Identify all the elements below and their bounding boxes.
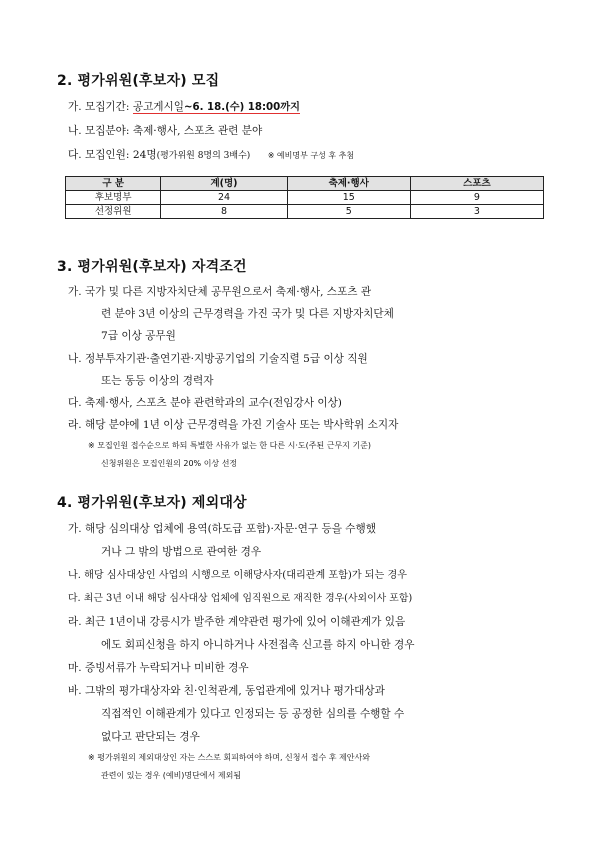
- table-cell: 24: [161, 191, 287, 205]
- table-header-cell: 스포츠: [410, 177, 543, 191]
- table-cell: 선정위원: [66, 205, 161, 219]
- table-header-cell: 계(명): [161, 177, 287, 191]
- recruit-count-paren: (평가위원 8명의 3배수): [156, 151, 251, 161]
- qualification-note-line2: 신청위원은 모집인원의 20% 이상 선정: [101, 459, 238, 468]
- qualification-a-line3: 7급 이상 공무원: [101, 330, 176, 342]
- table-row: [66, 191, 544, 205]
- table-cell: 후보명부: [66, 191, 161, 205]
- recruit-period-value: [133, 101, 300, 114]
- exclusion-c-line: 다. 최근 3년 이내 해당 심사대상 업체에 임직원으로 재직한 경우(사외이사 포함): [68, 593, 413, 604]
- recruit-table: [65, 176, 544, 219]
- qualification-b-line1: 나. 정부투자기관·출연기관·지방공기업의 기술직렬 5급 이상 직원: [68, 353, 368, 365]
- qualification-c-line: 다. 축제·행사, 스포츠 분야 관련학과의 교수(전임강사 이상): [68, 397, 342, 409]
- table-row: [66, 205, 544, 219]
- recruit-period-label: 가. 모집기간:: [68, 101, 133, 113]
- qualification-d-line: 라. 해당 분야에 1년 이상 근무경력을 가진 기술사 또는 박사학위 소지자: [68, 419, 399, 431]
- table-cell: 8: [161, 205, 287, 219]
- qualification-a-line1: 가. 국가 및 다른 지방자치단체 공무원으로서 축제·행사, 스포츠 관: [68, 286, 372, 298]
- qualification-a-line2: 련 분야 3년 이상의 근무경력을 가진 국가 및 다른 지방자치단체: [101, 308, 394, 320]
- exclusion-f-line1: 바. 그밖의 평가대상자와 친·인척관계, 동업관계에 있거나 평가대상과: [68, 685, 385, 697]
- recruit-period-deadline: ~6. 18.(수) 18:00까지: [184, 102, 300, 113]
- exclusion-a-line1: 가. 해당 심의대상 업체에 용역(하도급 포함)·자문·연구 등을 수행했: [68, 523, 377, 535]
- section-3-title: 3. 평가위원(후보자) 자격조건: [57, 259, 247, 275]
- exclusion-note-line2: 관련이 있는 경우 (예비)명단에서 제외됨: [101, 771, 242, 780]
- table-cell: 5: [287, 205, 410, 219]
- qualification-note-line1: ※ 모집인원 접수순으로 하되 특별한 사유가 없는 한 다른 시·도(주된 근무지 기준): [88, 441, 372, 450]
- section-4-title: 4. 평가위원(후보자) 제외대상: [57, 495, 247, 511]
- exclusion-d-line1: 라. 최근 1년이내 강릉시가 발주한 계약관련 평가에 있어 이해관계가 있음: [68, 616, 406, 628]
- recruit-count-note: ※ 예비명부 구성 후 추첨: [267, 151, 355, 160]
- table-header-cell: 구 분: [66, 177, 161, 191]
- section-2-title: 2. 평가위원(후보자) 모집: [57, 73, 220, 89]
- exclusion-b-line: 나. 해당 심사대상인 사업의 시행으로 이해당사자(대리관계 포함)가 되는 경우: [68, 570, 408, 581]
- table-header-cell: 축제·행사: [287, 177, 410, 191]
- exclusion-d-line2: 에도 회피신청을 하지 아니하거나 사전접촉 신고를 하지 아니한 경우: [101, 639, 415, 651]
- exclusion-e-line: 마. 증빙서류가 누락되거나 미비한 경우: [68, 662, 249, 674]
- table-cell: 3: [410, 205, 543, 219]
- recruit-period-start: 공고게시일: [132, 101, 185, 113]
- table-cell: 9: [410, 191, 543, 205]
- table-header-row: [66, 177, 544, 191]
- exclusion-note-line1: ※ 평가위원의 제외대상인 자는 스스로 회피하여야 하며, 신청서 접수 후 제안사와: [88, 753, 370, 762]
- recruit-field-line: 나. 모집분야: 축제·행사, 스포츠 관련 분야: [68, 125, 263, 137]
- table-cell: 15: [287, 191, 410, 205]
- recruit-count-main: 다. 모집인원: 24명: [68, 149, 157, 161]
- recruit-period-line: [68, 100, 300, 115]
- recruit-count-line: [68, 148, 354, 163]
- qualification-b-line2: 또는 동등 이상의 경력자: [101, 375, 214, 387]
- exclusion-a-line2: 거나 그 밖의 방법으로 관여한 경우: [101, 546, 262, 558]
- exclusion-f-line3: 없다고 판단되는 경우: [101, 731, 200, 743]
- exclusion-f-line2: 직접적인 이해관계가 있다고 인정되는 등 공정한 심의를 수행할 수: [101, 708, 405, 720]
